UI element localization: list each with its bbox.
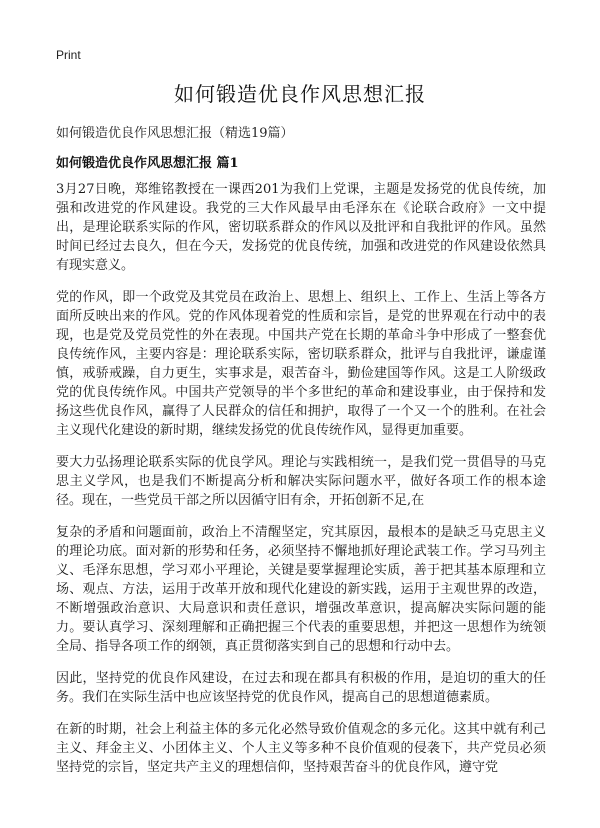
paragraph: 复杂的矛盾和问题面前，政治上不清醒坚定，究其原因，最根本的是缺乏马克思主义的理论功底。面对新的形势和任务，必须坚持不懈地抓好理论武装工作。学习马列主义、毛泽东思想，学习邓小平理论，关键是要掌握理论实质，善于把其基本原理和立场、观点、方法，运用于改革开放和现代化建设的新实践，运用于主观世界的改造，不断增强政治意识、大局意识和责任意识，增强改革意识，提高解决实际问题的能力。要认真学习、深刻理解和正确把握三个代表的重要思想，并把这一思想作为统领全局、指导各项工作的纲领，真正贯彻落实到自己的思想和行动中去。 xyxy=(56,525,546,654)
article-body xyxy=(56,180,546,790)
section-heading: 如何锻造优良作风思想汇报 篇1 xyxy=(56,156,239,171)
document-subtitle: 如何锻造优良作风思想汇报（精选19篇） xyxy=(56,126,294,141)
paragraph: 因此，坚持党的优良作风建设，在过去和现在都具有积极的作用，是迫切的重大的任务。我们在实际生活中也应该坚持党的优良作风，提高自己的思想道德素质。 xyxy=(56,671,546,705)
print-link[interactable]: Print xyxy=(56,48,81,62)
paragraph: 党的作风，即一个政党及其党员在政治上、思想上、组织上、工作上、生活上等各方面所反映出来的作风。党的作风体现着党的性质和宗旨，是党的世界观在行动中的表现，也是党及党员党性的外在表现。中国共产党在长期的革命斗争中形成了一整套优良传统作风，主要内容是：理论联系实际，密切联系群众，批评与自我批评，谦虚谨慎，戒骄戒躁，自力更生，实事求是，艰苦奋斗，勤俭建国等作风。这是工人阶级政党的优良传统作风。中国共产党领导的半个多世纪的革命和建设事业，由于保持和发扬这些优良作风，赢得了人民群众的信任和拥护，取得了一个又一个的胜利。在社会主义现代化建设的新时期，继续发扬党的优良传统作风，显得更加重要。 xyxy=(56,290,546,438)
paragraph: 3月27日晚，郑维铭教授在一课西201为我们上党课，主题是发扬党的优良传统，加强和改进党的作风建设。我党的三大作风最早由毛泽东在《论联合政府》一文中提出，是理论联系实际的作风，密切联系群众的作风以及批评和自我批评的作风。虽然时间已经过去良久，但在今天，发扬党的优良传统，加强和改进党的作风建设依然具有现实意义。 xyxy=(56,182,546,273)
paragraph: 在新的时期，社会上利益主体的多元化必然导致价值观念的多元化。这其中就有利己主义、拜金主义、小团体主义、个人主义等多种不良价值观的侵袭下，共产党员必须坚持党的宗旨，坚定共产主义的理想信仰，坚持艰苦奋斗的优良作风，遵守党 xyxy=(56,722,546,775)
page-title: 如何锻造优良作风思想汇报 xyxy=(174,82,426,106)
paragraph: 要大力弘扬理论联系实际的优良学风。理论与实践相统一，是我们党一贯倡导的马克思主义学风，也是我们不断提高分析和解决实际问题水平，做好各项工作的根本途径。现在，一些党员干部之所以因循守旧有余，开拓创新不足,在 xyxy=(56,455,546,508)
